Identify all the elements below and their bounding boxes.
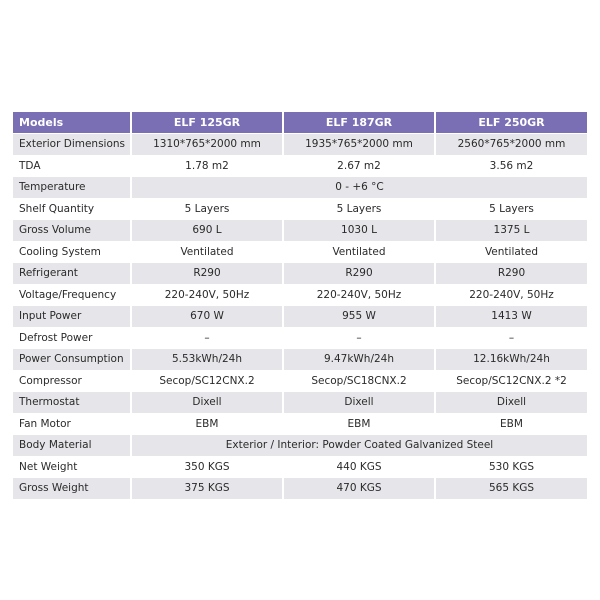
- cell-model-3: Ventilated: [434, 241, 587, 263]
- row-fan-motor: [13, 413, 587, 435]
- cell-model-2: Ventilated: [282, 241, 434, 263]
- cell-model-2: Secop/SC18CNX.2: [282, 370, 434, 392]
- row-label: Temperature: [13, 176, 130, 198]
- cell-model-1: 690 L: [130, 219, 282, 241]
- row-label: Refrigerant: [13, 262, 130, 284]
- cell-model-2: 220-240V, 50Hz: [282, 284, 434, 306]
- row-compressor: [13, 370, 587, 392]
- row-label: Net Weight: [13, 456, 130, 478]
- cell-model-2: R290: [282, 262, 434, 284]
- cell-all-models: 0 - +6 °C: [130, 176, 587, 198]
- header-model-2: ELF 187GR: [282, 112, 434, 133]
- row-label: Gross Weight: [13, 477, 130, 499]
- cell-model-1: 220-240V, 50Hz: [130, 284, 282, 306]
- cell-model-3: 12.16kWh/24h: [434, 348, 587, 370]
- row-temperature: [13, 176, 587, 198]
- row-label: Compressor: [13, 370, 130, 392]
- row-label: Input Power: [13, 305, 130, 327]
- row-label: TDA: [13, 155, 130, 177]
- cell-model-1: Ventilated: [130, 241, 282, 263]
- cell-model-1: 1310*765*2000 mm: [130, 133, 282, 155]
- row-body-material: [13, 434, 587, 456]
- cell-model-2: –: [282, 327, 434, 349]
- cell-model-2: 9.47kWh/24h: [282, 348, 434, 370]
- cell-model-2: 1935*765*2000 mm: [282, 133, 434, 155]
- cell-model-3: –: [434, 327, 587, 349]
- row-refrigerant: [13, 262, 587, 284]
- cell-model-2: 2.67 m2: [282, 155, 434, 177]
- cell-model-3: 2560*765*2000 mm: [434, 133, 587, 155]
- cell-model-1: R290: [130, 262, 282, 284]
- cell-model-2: 5 Layers: [282, 198, 434, 220]
- cell-model-3: 220-240V, 50Hz: [434, 284, 587, 306]
- row-gross-volume: [13, 219, 587, 241]
- cell-model-2: 470 KGS: [282, 477, 434, 499]
- row-defrost-power: [13, 327, 587, 349]
- header-model-3: ELF 250GR: [434, 112, 587, 133]
- cell-model-3: 1413 W: [434, 305, 587, 327]
- cell-model-3: EBM: [434, 413, 587, 435]
- row-exterior-dimensions: [13, 133, 587, 155]
- cell-model-3: 5 Layers: [434, 198, 587, 220]
- header-row: [13, 112, 587, 133]
- cell-model-1: 670 W: [130, 305, 282, 327]
- cell-model-1: 5.53kWh/24h: [130, 348, 282, 370]
- cell-model-1: –: [130, 327, 282, 349]
- row-label: Voltage/Frequency: [13, 284, 130, 306]
- cell-model-1: EBM: [130, 413, 282, 435]
- cell-model-1: 350 KGS: [130, 456, 282, 478]
- spec-table: [13, 112, 587, 499]
- cell-model-1: Dixell: [130, 391, 282, 413]
- cell-model-1: 375 KGS: [130, 477, 282, 499]
- cell-model-3: Dixell: [434, 391, 587, 413]
- row-label: Exterior Dimensions: [13, 133, 130, 155]
- row-thermostat: [13, 391, 587, 413]
- row-label: Power Consumption: [13, 348, 130, 370]
- cell-model-1: 5 Layers: [130, 198, 282, 220]
- cell-model-2: 1030 L: [282, 219, 434, 241]
- row-shelf-quantity: [13, 198, 587, 220]
- cell-model-1: Secop/SC12CNX.2: [130, 370, 282, 392]
- row-label: Shelf Quantity: [13, 198, 130, 220]
- cell-model-3: 3.56 m2: [434, 155, 587, 177]
- cell-model-3: 1375 L: [434, 219, 587, 241]
- cell-model-3: 565 KGS: [434, 477, 587, 499]
- cell-model-2: EBM: [282, 413, 434, 435]
- row-net-weight: [13, 456, 587, 478]
- row-input-power: [13, 305, 587, 327]
- cell-model-3: 530 KGS: [434, 456, 587, 478]
- row-label: Cooling System: [13, 241, 130, 263]
- cell-model-2: 955 W: [282, 305, 434, 327]
- row-tda: [13, 155, 587, 177]
- row-label: Defrost Power: [13, 327, 130, 349]
- row-gross-weight: [13, 477, 587, 499]
- cell-model-2: 440 KGS: [282, 456, 434, 478]
- cell-model-1: 1.78 m2: [130, 155, 282, 177]
- header-models-label: Models: [13, 112, 130, 133]
- cell-model-3: Secop/SC12CNX.2 *2: [434, 370, 587, 392]
- row-label: Body Material: [13, 434, 130, 456]
- row-label: Fan Motor: [13, 413, 130, 435]
- row-power-consumption: [13, 348, 587, 370]
- row-cooling-system: [13, 241, 587, 263]
- header-model-1: ELF 125GR: [130, 112, 282, 133]
- cell-all-models: Exterior / Interior: Powder Coated Galvanized Steel: [130, 434, 587, 456]
- cell-model-2: Dixell: [282, 391, 434, 413]
- row-voltage-frequency: [13, 284, 587, 306]
- row-label: Gross Volume: [13, 219, 130, 241]
- cell-model-3: R290: [434, 262, 587, 284]
- row-label: Thermostat: [13, 391, 130, 413]
